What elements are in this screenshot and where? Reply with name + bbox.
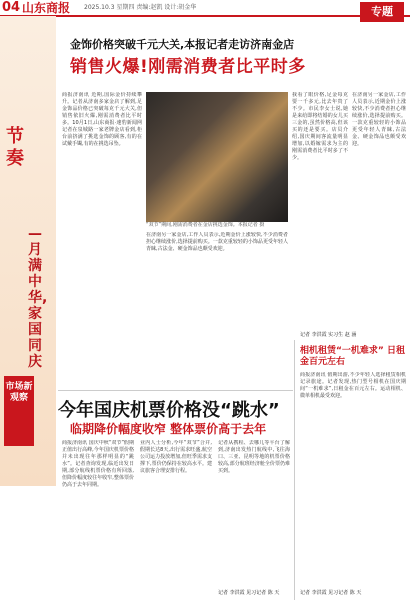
divider: [58, 390, 293, 391]
column-divider: [294, 340, 295, 600]
page-number: 04: [2, 0, 21, 15]
masthead: [0, 0, 410, 17]
article2-col1: 商报济南讯 国庆中秋“双节”假期正值出行高峰,今年国庆机票价格并未出现往年那样明显的“跳水”。记者查询发现,临近出发日期,部分航线机票价格有所回落,但降价幅度较往年收窄,整体票价仍高于去年同期。: [62, 440, 134, 488]
article2-col2: 业内人士分析,今年“双节”合并,假期长达8天,出行需求旺盛,航空公司运力投放增加,但旺季需求支撑下,票价仍保持在较高水平。建议旅客合理安排行程。: [140, 440, 212, 474]
article1-col-extra: 在济南另一家金店,工作人员表示,近期金价上涨较快,不少消费者担心继续涨价,选择提前购买。一款克重较轻的小饰品更受年轻人青睐,古法金、硬金饰品也颇受欢迎。: [146, 232, 288, 252]
festival-calligraphy: 节 奏: [6, 126, 24, 169]
article3-headline: 相机租赁“一机难求” 日租金百元左右: [300, 346, 405, 367]
article2-headline: 今年国庆机票价格没“跳水”: [58, 400, 280, 421]
article3-body: 商报济南讯 假期出游,不少年轻人选择租赁相机记录旅途。记者发现,热门型号相机在国庆期间“一机难求”,日租金在百元左右。运动相机、微单相机最受欢迎。: [300, 372, 406, 399]
article2-byline: 记者 李洪霞 见习记者 陈 天: [218, 590, 280, 596]
sidebar-banner: [0, 16, 56, 486]
article1-col1: 商报济南讯 近期,国际金价持续攀升。记者从济南多家金店了解到,足金饰品价格已突破每克千元大关,但销售依旧火爆,刚需消费者比平时多。10月1日,山东商报·速豹新闻网记者在泉城路一家老牌金店看到,柜台前挤满了挑选金饰的顾客,有的在试戴手镯,有的在挑选吊坠。: [62, 92, 142, 147]
market-badge: 市场新观察: [4, 376, 34, 446]
article1-col3: 在济南另一家金店,工作人员表示,近期金价上涨较快,不少消费者担心继续涨价,选择提前购买。一款克重较轻的小饰品更受年轻人青睐,古法金、硬金饰品也颇受欢迎。: [352, 92, 406, 147]
section-tag: 专题: [360, 2, 404, 22]
article1-subhead: 金饰价格突破千元大关,本报记者走访济南金店: [70, 38, 295, 51]
gold-store-photo: [146, 92, 288, 222]
article2-col3: 记者从携程、去哪儿等平台了解到,济南出发热门航线中,飞往海口、三亚、昆明等地的机票价格较高,部分航班经济舱全价票仍难买到。: [218, 440, 290, 474]
article1-col2: 我看了眼价格,足金每克要一千多元,比去年贵了不少。市民李女士说,她是来给即将结婚的女儿买三金的,虽然价格高,但该买的还是要买。店员介绍,国庆期间客流量明显增加,以婚嫁需求为主的刚需消费者比平时多了不少。: [292, 92, 348, 161]
article3-byline: 记者 李洪霞 见习记者 陈 天: [300, 590, 362, 596]
photo-caption: “双节”期间,刚需消费者在金店挑选金饰。本报记者 摄: [146, 222, 265, 228]
paper-name: 山东商报: [22, 1, 71, 15]
article1-headline: 销售火爆!刚需消费者比平时多: [70, 57, 306, 77]
article1-byline: 记者 李洪霞 实习生 赵 涵: [300, 332, 357, 338]
festival-slogan: —月满中华,家国同庆: [28, 226, 48, 370]
article2-deck: 临期降价幅度收窄 整体票价高于去年: [70, 422, 267, 436]
masthead-date: 2025.10.3 星期四 责编:赵凯 设计:胡金华: [84, 4, 197, 11]
